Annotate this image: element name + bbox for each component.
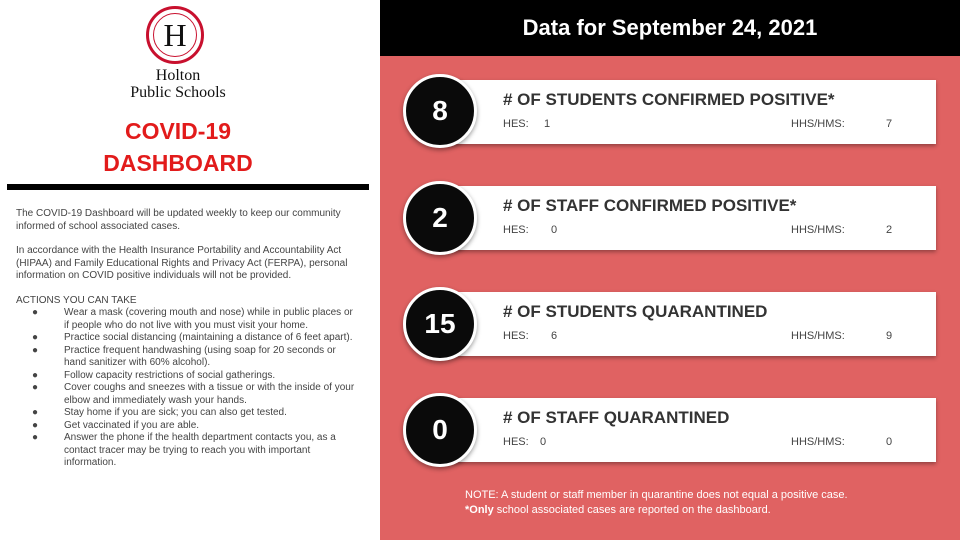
stat-title: # OF STUDENTS CONFIRMED POSITIVE* bbox=[503, 90, 835, 109]
footnote-line1: NOTE: A student or staff member in quarantine does not equal a positive case. bbox=[465, 489, 848, 501]
action-text: Get vaccinated if you are able. bbox=[64, 419, 200, 431]
stat-card-students-quarantined bbox=[438, 292, 936, 356]
stat-value-hhs: 0 bbox=[886, 436, 893, 448]
action-item bbox=[16, 382, 361, 407]
action-item bbox=[16, 307, 361, 332]
school-name bbox=[0, 67, 356, 101]
action-text: Practice social distancing (maintaining a distance of 6 feet apart). bbox=[64, 332, 353, 343]
footnote-emphasis: *Only bbox=[465, 504, 494, 516]
dashboard-title bbox=[0, 115, 356, 179]
divider bbox=[7, 184, 369, 190]
footnote-line2-text: school associated cases are reported on the dashboard. bbox=[493, 504, 771, 516]
intro-paragraph-2: In accordance with the Health Insurance Portability and Accountability Act (HIPAA) and Family Educational Rights and Privacy Act (FERPA), personal information on COVID positive individuals will not be provided. bbox=[16, 245, 348, 281]
actions-heading: ACTIONS YOU CAN TAKE bbox=[16, 294, 137, 306]
info-panel bbox=[0, 0, 380, 540]
intro-paragraph-1: The COVID-19 Dashboard will be updated weekly to keep our community informed of school associated cases. bbox=[16, 208, 341, 232]
stat-label-hes: HES: bbox=[503, 118, 529, 130]
stat-label-hes: HES: bbox=[503, 224, 529, 236]
stat-total-badge: 2 bbox=[403, 181, 477, 255]
stat-value-hes: 6 bbox=[551, 330, 558, 342]
stat-label-hes: HES: bbox=[503, 436, 529, 448]
action-text: Follow capacity restrictions of social gatherings. bbox=[64, 369, 276, 381]
bullet-icon: ● bbox=[32, 419, 39, 431]
action-text: Wear a mask (covering mouth and nose) while in public places or if people who do not live with you must visit your home. bbox=[64, 307, 353, 331]
bullet-icon: ● bbox=[32, 382, 39, 393]
action-item bbox=[16, 407, 361, 420]
action-item bbox=[16, 420, 361, 433]
action-text: Stay home if you are sick; you can also get tested. bbox=[64, 407, 287, 418]
stat-label-hhs: HHS/HMS: bbox=[791, 330, 845, 342]
stat-title: # OF STAFF QUARANTINED bbox=[503, 408, 730, 427]
stat-total-badge: 0 bbox=[403, 393, 477, 467]
bullet-icon: ● bbox=[32, 344, 39, 356]
stat-label-hhs: HHS/HMS: bbox=[791, 118, 845, 130]
bullet-icon: ● bbox=[32, 307, 39, 318]
footnote-line2 bbox=[465, 503, 925, 518]
bullet-icon: ● bbox=[32, 407, 39, 418]
data-panel bbox=[380, 0, 960, 540]
action-item bbox=[16, 370, 361, 383]
stat-value-hes: 0 bbox=[540, 436, 547, 448]
stat-title: # OF STAFF CONFIRMED POSITIVE* bbox=[503, 196, 797, 215]
bullet-icon: ● bbox=[32, 369, 39, 381]
dashboard-title-line2: DASHBOARD bbox=[103, 150, 253, 176]
stat-total-badge: 8 bbox=[403, 74, 477, 148]
stat-value-hes: 0 bbox=[551, 224, 558, 236]
school-name-line2: Public Schools bbox=[130, 84, 226, 101]
action-text: Practice frequent handwashing (using soap for 20 seconds or hand sanitizer with 60% alcohol). bbox=[64, 344, 336, 368]
logo-letter: H bbox=[153, 13, 197, 57]
stat-value-hhs: 7 bbox=[886, 118, 893, 130]
stat-value-hhs: 9 bbox=[886, 330, 893, 342]
school-name-line1: Holton bbox=[155, 67, 201, 84]
stat-total-badge: 15 bbox=[403, 287, 477, 361]
stat-value-hes: 1 bbox=[544, 118, 551, 130]
stat-value-hhs: 2 bbox=[886, 224, 893, 236]
stat-card-staff-positive bbox=[438, 186, 936, 250]
data-header bbox=[380, 0, 960, 56]
stat-card-students-positive bbox=[438, 80, 936, 144]
action-text: Cover coughs and sneezes with a tissue or with the inside of your elbow and immediately wash your hands. bbox=[64, 382, 355, 406]
data-header-title: Data for September 24, 2021 bbox=[522, 15, 818, 40]
footnote bbox=[465, 488, 925, 518]
bullet-icon: ● bbox=[32, 332, 39, 343]
intro-text bbox=[16, 208, 361, 470]
dashboard-title-line1: COVID-19 bbox=[124, 118, 232, 144]
stat-title: # OF STUDENTS QUARANTINED bbox=[503, 302, 768, 321]
stat-card-staff-quarantined bbox=[438, 398, 936, 462]
action-text: Answer the phone if the health department contacts you, as a contact tracer may be trying to reach you with important information. bbox=[64, 432, 336, 468]
bullet-icon: ● bbox=[32, 432, 39, 443]
actions-list bbox=[16, 307, 361, 470]
action-item bbox=[16, 432, 361, 470]
stat-label-hes: HES: bbox=[503, 330, 529, 342]
school-logo bbox=[146, 6, 204, 64]
stat-label-hhs: HHS/HMS: bbox=[791, 436, 845, 448]
action-item bbox=[16, 332, 361, 345]
action-item bbox=[16, 345, 361, 370]
stat-label-hhs: HHS/HMS: bbox=[791, 224, 845, 236]
